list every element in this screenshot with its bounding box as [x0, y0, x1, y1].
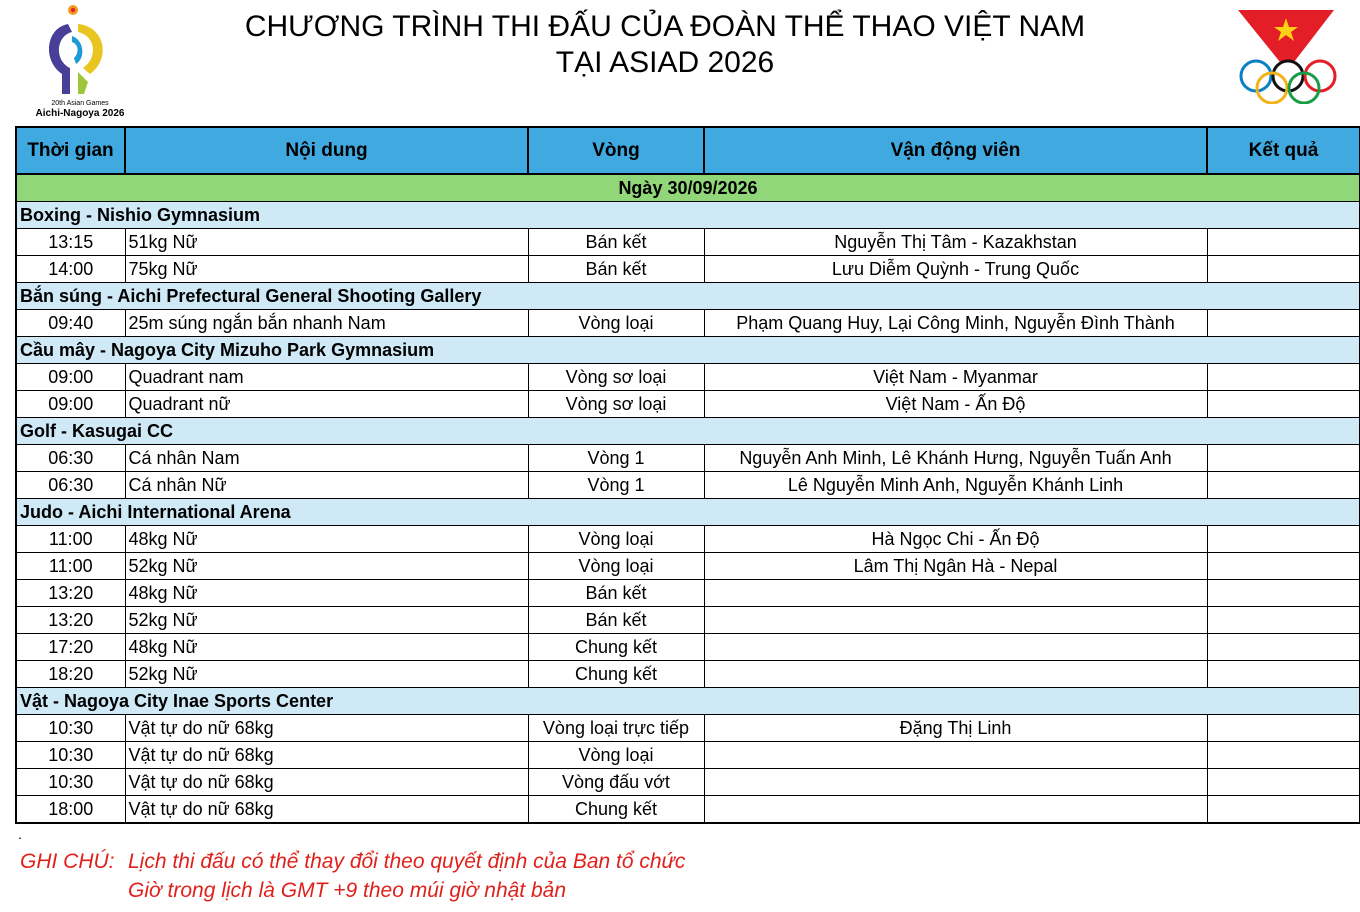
table-row — [16, 526, 1360, 553]
athletes-cell: Nguyễn Thị Tâm - Kazakhstan — [704, 229, 1207, 256]
result-cell — [1207, 607, 1360, 634]
table-row — [16, 796, 1360, 824]
table-row — [16, 580, 1360, 607]
venue-row — [16, 499, 1360, 526]
round-cell: Vòng loại — [528, 310, 704, 337]
athletes-cell — [704, 796, 1207, 824]
athletes-cell: Phạm Quang Huy, Lại Công Minh, Nguyễn Đình Thành — [704, 310, 1207, 337]
table-row — [16, 391, 1360, 418]
time-cell: 09:00 — [16, 391, 125, 418]
event-cell: 48kg Nữ — [125, 634, 528, 661]
round-cell: Vòng loại — [528, 526, 704, 553]
page-title: CHƯƠNG TRÌNH THI ĐẤU CỦA ĐOÀN THỂ THAO VIỆT NAM — [244, 10, 1086, 43]
result-cell — [1207, 229, 1360, 256]
round-cell: Bán kết — [528, 256, 704, 283]
vietnam-olympic-logo — [1234, 8, 1340, 104]
event-cell: Quadrant nam — [125, 364, 528, 391]
athletes-cell: Lê Nguyễn Minh Anh, Nguyễn Khánh Linh — [704, 472, 1207, 499]
table-row — [16, 607, 1360, 634]
table-row — [16, 661, 1360, 688]
time-cell: 18:00 — [16, 796, 125, 824]
time-cell: 10:30 — [16, 742, 125, 769]
athletes-cell — [704, 607, 1207, 634]
result-cell — [1207, 391, 1360, 418]
note-label: GHI CHÚ: — [20, 850, 115, 873]
time-cell: 18:20 — [16, 661, 125, 688]
round-cell: Bán kết — [528, 607, 704, 634]
venue-label: Boxing - Nishio Gymnasium — [16, 202, 1360, 229]
venue-label: Vật - Nagoya City Inae Sports Center — [16, 688, 1360, 715]
time-cell: 06:30 — [16, 445, 125, 472]
time-cell: 10:30 — [16, 715, 125, 742]
page-header — [0, 0, 1360, 125]
result-cell — [1207, 472, 1360, 499]
athletes-cell — [704, 769, 1207, 796]
olympic-rings-flag-icon — [1234, 8, 1340, 104]
venue-label: Judo - Aichi International Arena — [16, 499, 1360, 526]
column-header-result: Kết quả — [1207, 127, 1360, 174]
event-cell: 25m súng ngắn bắn nhanh Nam — [125, 310, 528, 337]
result-cell — [1207, 742, 1360, 769]
table-row — [16, 553, 1360, 580]
event-cell: 52kg Nữ — [125, 553, 528, 580]
event-cell: Vật tự do nữ 68kg — [125, 769, 528, 796]
round-cell: Vòng sơ loại — [528, 391, 704, 418]
table-row — [16, 229, 1360, 256]
event-cell: 51kg Nữ — [125, 229, 528, 256]
column-header-event: Nội dung — [125, 127, 528, 174]
event-cell: Vật tự do nữ 68kg — [125, 796, 528, 824]
athletes-cell: Đặng Thị Linh — [704, 715, 1207, 742]
time-cell: 10:30 — [16, 769, 125, 796]
round-cell: Vòng 1 — [528, 472, 704, 499]
table-row — [16, 634, 1360, 661]
logo-caption-small: 20th Asian Games — [51, 100, 109, 107]
round-cell: Vòng 1 — [528, 445, 704, 472]
table-row — [16, 445, 1360, 472]
event-cell: Cá nhân Nam — [125, 445, 528, 472]
result-cell — [1207, 715, 1360, 742]
venue-label: Cầu mây - Nagoya City Mizuho Park Gymnasium — [16, 337, 1360, 364]
athletes-cell — [704, 661, 1207, 688]
table-row — [16, 310, 1360, 337]
event-cell: 52kg Nữ — [125, 607, 528, 634]
day-label: Ngày 30/09/2026 — [16, 174, 1360, 202]
time-cell: 11:00 — [16, 553, 125, 580]
time-cell: 11:00 — [16, 526, 125, 553]
venue-row — [16, 337, 1360, 364]
table-row — [16, 472, 1360, 499]
venue-label: Bắn súng - Aichi Prefectural General Shooting Gallery — [16, 283, 1360, 310]
round-cell: Vòng đấu vớt — [528, 769, 704, 796]
event-cell: Cá nhân Nữ — [125, 472, 528, 499]
time-cell: 06:30 — [16, 472, 125, 499]
result-cell — [1207, 364, 1360, 391]
round-cell: Vòng sơ loại — [528, 364, 704, 391]
venue-row — [16, 418, 1360, 445]
event-cell: Quadrant nữ — [125, 391, 528, 418]
result-cell — [1207, 580, 1360, 607]
time-cell: 13:15 — [16, 229, 125, 256]
athletes-cell — [704, 742, 1207, 769]
stray-dot: . — [18, 826, 22, 842]
event-cell: 48kg Nữ — [125, 580, 528, 607]
result-cell — [1207, 310, 1360, 337]
round-cell: Vòng loại — [528, 742, 704, 769]
schedule-body — [16, 174, 1360, 823]
venue-row — [16, 283, 1360, 310]
athletes-cell: Việt Nam - Myanmar — [704, 364, 1207, 391]
event-cell: 48kg Nữ — [125, 526, 528, 553]
venue-row — [16, 202, 1360, 229]
note-line-1: Lịch thi đấu có thể thay đổi theo quyết định của Ban tổ chức — [128, 850, 686, 873]
day-row — [16, 174, 1360, 202]
athletes-cell: Lâm Thị Ngân Hà - Nepal — [704, 553, 1207, 580]
table-row — [16, 715, 1360, 742]
column-header-time: Thời gian — [16, 127, 125, 174]
result-cell — [1207, 256, 1360, 283]
athletes-cell: Nguyễn Anh Minh, Lê Khánh Hưng, Nguyễn Tuấn Anh — [704, 445, 1207, 472]
time-cell: 14:00 — [16, 256, 125, 283]
time-cell: 13:20 — [16, 580, 125, 607]
note-line-2: Giờ trong lịch là GMT +9 theo múi giờ nhật bản — [128, 879, 567, 902]
round-cell: Chung kết — [528, 634, 704, 661]
page-subtitle: TẠI ASIAD 2026 — [555, 46, 775, 79]
round-cell: Chung kết — [528, 796, 704, 824]
table-header-row — [16, 127, 1360, 174]
result-cell — [1207, 796, 1360, 824]
round-cell: Bán kết — [528, 229, 704, 256]
table-row — [16, 769, 1360, 796]
time-cell: 17:20 — [16, 634, 125, 661]
result-cell — [1207, 526, 1360, 553]
athletes-cell: Hà Ngọc Chi - Ấn Độ — [704, 526, 1207, 553]
round-cell: Bán kết — [528, 580, 704, 607]
result-cell — [1207, 445, 1360, 472]
venue-row — [16, 688, 1360, 715]
logo-caption-main: Aichi-Nagoya 2026 — [35, 108, 125, 119]
result-cell — [1207, 634, 1360, 661]
athletes-cell: Lưu Diễm Quỳnh - Trung Quốc — [704, 256, 1207, 283]
table-row — [16, 742, 1360, 769]
time-cell: 13:20 — [16, 607, 125, 634]
event-cell: Vật tự do nữ 68kg — [125, 715, 528, 742]
venue-label: Golf - Kasugai CC — [16, 418, 1360, 445]
athletes-cell — [704, 580, 1207, 607]
result-cell — [1207, 769, 1360, 796]
time-cell: 09:40 — [16, 310, 125, 337]
round-cell: Vòng loại — [528, 553, 704, 580]
table-row — [16, 364, 1360, 391]
column-header-round: Vòng — [528, 127, 704, 174]
schedule-table — [15, 126, 1360, 824]
round-cell: Vòng loại trực tiếp — [528, 715, 704, 742]
event-cell: 75kg Nữ — [125, 256, 528, 283]
table-row — [16, 256, 1360, 283]
time-cell: 09:00 — [16, 364, 125, 391]
result-cell — [1207, 553, 1360, 580]
round-cell: Chung kết — [528, 661, 704, 688]
result-cell — [1207, 661, 1360, 688]
event-cell: Vật tự do nữ 68kg — [125, 742, 528, 769]
athletes-cell — [704, 634, 1207, 661]
column-header-athletes: Vận động viên — [704, 127, 1207, 174]
athletes-cell: Việt Nam - Ấn Độ — [704, 391, 1207, 418]
event-cell: 52kg Nữ — [125, 661, 528, 688]
